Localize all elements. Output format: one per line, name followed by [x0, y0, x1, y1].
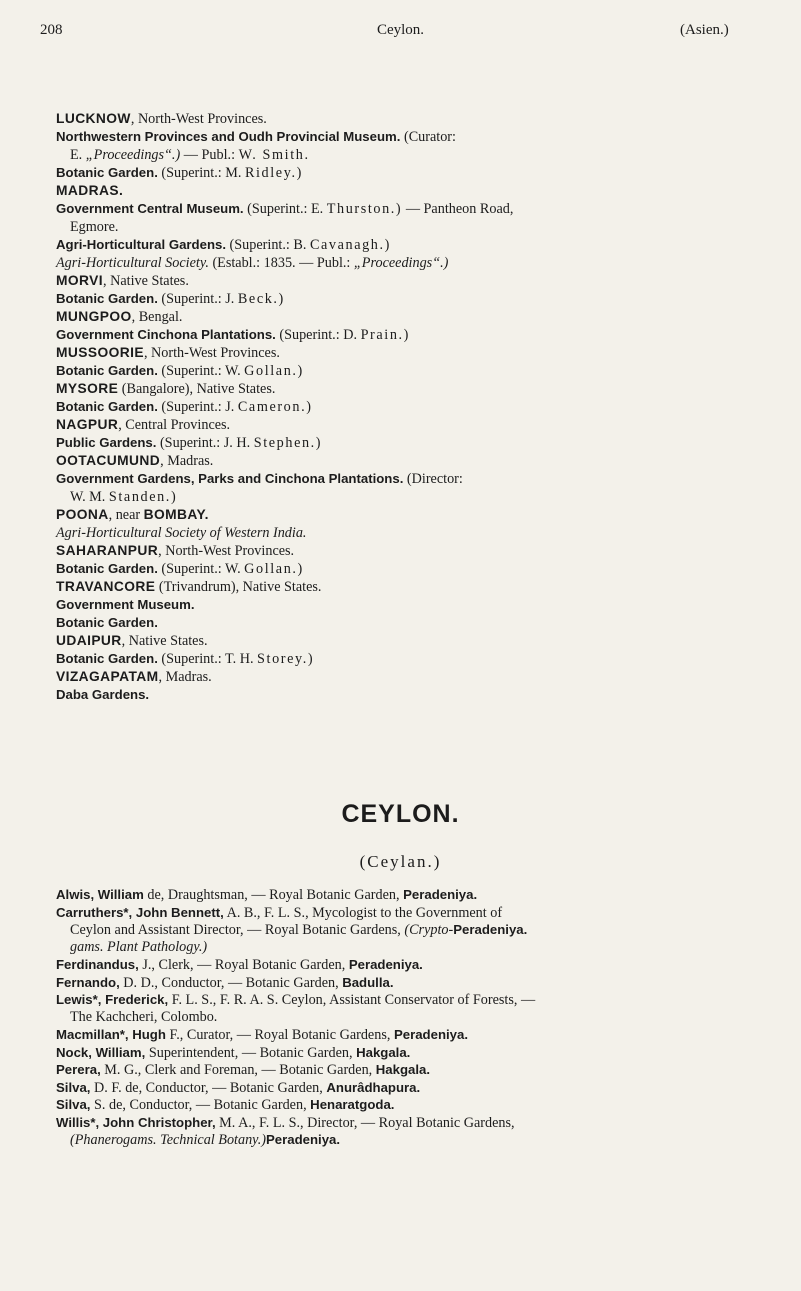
place-name: Henaratgoda.	[310, 1097, 395, 1112]
institution-name: Government Gardens, Parks and Cinchona Plantations.	[56, 471, 404, 486]
line-text: Egmore.	[70, 219, 119, 235]
place-name: Hakgala.	[356, 1044, 411, 1060]
institution-name: Government Cinchona Plantations.	[56, 327, 276, 342]
line-text: , Bengal.	[131, 309, 183, 325]
person-name: Silva,	[56, 1079, 91, 1095]
list-line	[56, 668, 768, 686]
india-institution-list	[56, 110, 768, 704]
list-line	[56, 362, 768, 380]
list-line	[56, 434, 768, 452]
section-title: CEYLON.	[341, 800, 460, 828]
line-text: (Superint.: J.	[157, 291, 238, 307]
person-name: Ferdinandus,	[56, 957, 139, 972]
place-name: Peradeniya.	[403, 887, 478, 902]
line-text: (Curator:	[400, 129, 456, 145]
list-line	[56, 686, 768, 704]
line-text: Ceylon and Assistant Director, — Royal Botanic Gardens,	[70, 922, 405, 938]
institution-name: Botanic Garden.	[56, 363, 158, 378]
line-text: (Superint.: B.	[226, 237, 310, 253]
list-line	[56, 380, 768, 398]
person-name: Macmillan*, Hugh	[56, 1027, 166, 1042]
list-line	[56, 956, 768, 974]
list-line	[56, 1044, 768, 1062]
line-text: (Superint.: E.	[243, 201, 327, 217]
spaced-name: W. Smith.	[238, 147, 310, 163]
list-line	[56, 488, 768, 506]
institution-name: Botanic Garden.	[56, 651, 158, 666]
spaced-name: Storey.)	[257, 651, 315, 667]
city-name: TRAVANCORE	[56, 579, 156, 594]
place-name: Badulla.	[342, 974, 394, 990]
page-header	[0, 22, 801, 44]
line-text: The Kachcheri, Colombo.	[70, 1008, 218, 1025]
line-text: (Bangalore), Native States.	[118, 381, 276, 397]
italic-text: (Crypto-	[404, 922, 454, 938]
list-line	[56, 1079, 768, 1097]
institution-name: Agri-Horticultural Gardens.	[56, 237, 226, 252]
list-line	[56, 542, 768, 560]
line-text: A. B., F. L. S., Mycologist to the Government of	[223, 904, 503, 921]
person-name: Nock, William,	[56, 1044, 146, 1060]
place-name: Peradeniya.	[393, 1027, 468, 1042]
line-text: , near	[108, 507, 144, 523]
place-name: Hakgala.	[375, 1062, 431, 1077]
spaced-name: Prain.)	[360, 327, 410, 343]
person-name: Silva,	[56, 1097, 91, 1112]
line-text: (Trivandrum), Native States.	[155, 579, 322, 595]
list-line	[56, 290, 768, 308]
list-line	[56, 1026, 768, 1044]
institution-name: Botanic Garden.	[56, 165, 158, 180]
list-line	[56, 326, 768, 344]
line-text: Superintendent, — Botanic Garden,	[145, 1044, 357, 1061]
list-line	[56, 560, 768, 578]
city-name: MUNGPOO	[56, 309, 132, 324]
line-text: M. G., Clerk and Foreman, — Botanic Garden,	[100, 1062, 376, 1078]
institution-name: Government Museum.	[56, 597, 195, 612]
list-line	[56, 974, 768, 992]
institution-name: Daba Gardens.	[56, 687, 150, 702]
person-name: Fernando,	[56, 974, 120, 990]
list-line	[56, 398, 768, 416]
italic-text: „Proceedings“.)	[353, 255, 449, 271]
place-name: Anurâdhapura.	[326, 1079, 421, 1095]
list-line	[56, 650, 768, 668]
line-text: — Publ.:	[180, 147, 239, 163]
line-text: M. A., F. L. S., Director, — Royal Botanic Gardens,	[215, 1114, 515, 1131]
line-text: J., Clerk, — Royal Botanic Garden,	[138, 957, 349, 973]
list-line	[56, 344, 768, 362]
institution-name: Northwestern Provinces and Oudh Provincial Museum.	[56, 129, 401, 144]
list-line	[56, 218, 768, 236]
section-subtitle: (Ceylan.)	[359, 852, 442, 871]
list-line	[56, 991, 768, 1009]
spaced-name: Gollan.)	[244, 363, 304, 379]
line-text: , Central Provinces.	[118, 417, 231, 433]
list-line	[56, 921, 768, 939]
city-name: POONA	[56, 507, 109, 522]
list-line	[56, 452, 768, 470]
list-line	[56, 470, 768, 488]
list-line	[56, 1009, 768, 1027]
list-line	[56, 146, 768, 164]
city-name: MORVI	[56, 273, 103, 288]
city-name: NAGPUR	[56, 417, 119, 432]
line-text: (Superint.: J.	[157, 399, 238, 415]
page-number: 208	[40, 22, 63, 38]
spaced-name: Ridley.)	[244, 165, 303, 181]
list-line	[56, 182, 768, 200]
list-line	[56, 110, 768, 128]
line-text: W. M.	[70, 489, 109, 505]
line-text: S. de, Conductor, — Botanic Garden,	[90, 1097, 311, 1113]
institution-name: Botanic Garden.	[56, 615, 158, 630]
person-name: Perera,	[56, 1062, 101, 1077]
list-line	[56, 904, 768, 922]
line-text: (Superint.: M.	[157, 165, 245, 181]
region-label: (Asien.)	[680, 22, 729, 38]
institution-name: Botanic Garden.	[56, 399, 158, 414]
person-name: Carruthers*, John Bennett,	[56, 904, 224, 920]
spaced-name: Standen.)	[108, 489, 178, 505]
institution-name: Public Gardens.	[56, 435, 157, 450]
line-text: (Superint.: J. H.	[156, 435, 254, 451]
line-text: , North-West Provinces.	[143, 345, 280, 361]
list-line	[56, 506, 768, 524]
city-name: OOTACUMUND	[56, 453, 161, 468]
list-line	[56, 578, 768, 596]
person-name: Lewis*, Frederick,	[56, 992, 169, 1007]
line-text: (Superint.: W.	[157, 363, 245, 379]
list-line	[56, 939, 768, 957]
spaced-name: Cavanagh.)	[309, 237, 391, 253]
place-name: Peradeniya.	[265, 1132, 341, 1147]
list-line	[56, 254, 768, 272]
institution-name: Botanic Garden.	[56, 561, 158, 576]
person-name: Alwis, William	[56, 887, 144, 902]
spaced-name: Cameron.)	[237, 399, 313, 415]
city-name: UDAIPUR	[56, 633, 122, 648]
line-text: (Director:	[403, 471, 463, 487]
list-line	[56, 272, 768, 290]
italic-text: Agri-Horticultural Society of Western India.	[56, 525, 307, 541]
list-line	[56, 164, 768, 182]
city-name: SAHARANPUR	[56, 543, 159, 558]
list-line	[56, 416, 768, 434]
line-text: (Superint.: D.	[275, 327, 361, 343]
line-text: D. D., Conductor, — Botanic Garden,	[119, 974, 343, 991]
list-line	[56, 128, 768, 146]
list-line	[56, 236, 768, 254]
line-text: , Madras.	[160, 453, 214, 469]
italic-text: „Proceedings“.)	[85, 147, 181, 163]
line-text: de, Draughtsman, — Royal Botanic Garden,	[143, 887, 404, 903]
list-line	[56, 1131, 768, 1149]
city-name: BOMBAY.	[143, 507, 209, 522]
institution-name: Botanic Garden.	[56, 291, 158, 306]
line-text: (Superint.: T. H.	[157, 651, 258, 667]
line-text: , North-West Provinces.	[130, 111, 267, 127]
city-name: VIZAGAPATAM	[56, 669, 159, 684]
list-line	[56, 308, 768, 326]
list-line	[56, 1114, 768, 1132]
line-text: (Establ.: 1835. — Publ.:	[208, 255, 354, 271]
running-title: Ceylon.	[376, 22, 425, 38]
line-text: E.	[70, 147, 86, 163]
line-text: — Pantheon Road,	[402, 201, 514, 217]
city-name: MADRAS.	[56, 183, 124, 198]
list-line	[56, 886, 768, 904]
italic-text: (Phanerogams. Technical Botany.)	[70, 1132, 266, 1148]
italic-text: gams. Plant Pathology.)	[70, 938, 208, 955]
city-name: MYSORE	[56, 381, 119, 396]
line-text: , Madras.	[158, 669, 212, 685]
spaced-name: Thurston.)	[326, 201, 403, 217]
list-line	[56, 1096, 768, 1114]
place-name: Peradeniya.	[453, 922, 528, 937]
line-text: (Superint.: W.	[157, 561, 245, 577]
list-line	[56, 596, 768, 614]
list-line	[56, 614, 768, 632]
list-line	[56, 1061, 768, 1079]
list-line	[56, 200, 768, 218]
line-text: F. L. S., F. R. A. S. Ceylon, Assistant Conservator of Forests, —	[168, 992, 536, 1008]
city-name: MUSSOORIE	[56, 345, 144, 360]
italic-text: Agri-Horticultural Society.	[56, 255, 209, 271]
line-text: F., Curator, — Royal Botanic Gardens,	[165, 1027, 394, 1043]
person-name: Willis*, John Christopher,	[56, 1114, 216, 1130]
spaced-name: Stephen.)	[253, 435, 323, 451]
line-text: , Native States.	[121, 633, 208, 649]
line-text: , North-West Provinces.	[158, 543, 295, 559]
line-text: D. F. de, Conductor, — Botanic Garden,	[90, 1079, 327, 1096]
line-text: , Native States.	[102, 273, 189, 289]
city-name: LUCKNOW	[56, 111, 131, 126]
list-line	[56, 524, 768, 542]
spaced-name: Beck.)	[237, 291, 285, 307]
list-line	[56, 632, 768, 650]
spaced-name: Gollan.)	[244, 561, 304, 577]
place-name: Peradeniya.	[348, 957, 423, 972]
ceylon-people-list	[56, 886, 768, 1149]
institution-name: Government Central Museum.	[56, 201, 244, 216]
